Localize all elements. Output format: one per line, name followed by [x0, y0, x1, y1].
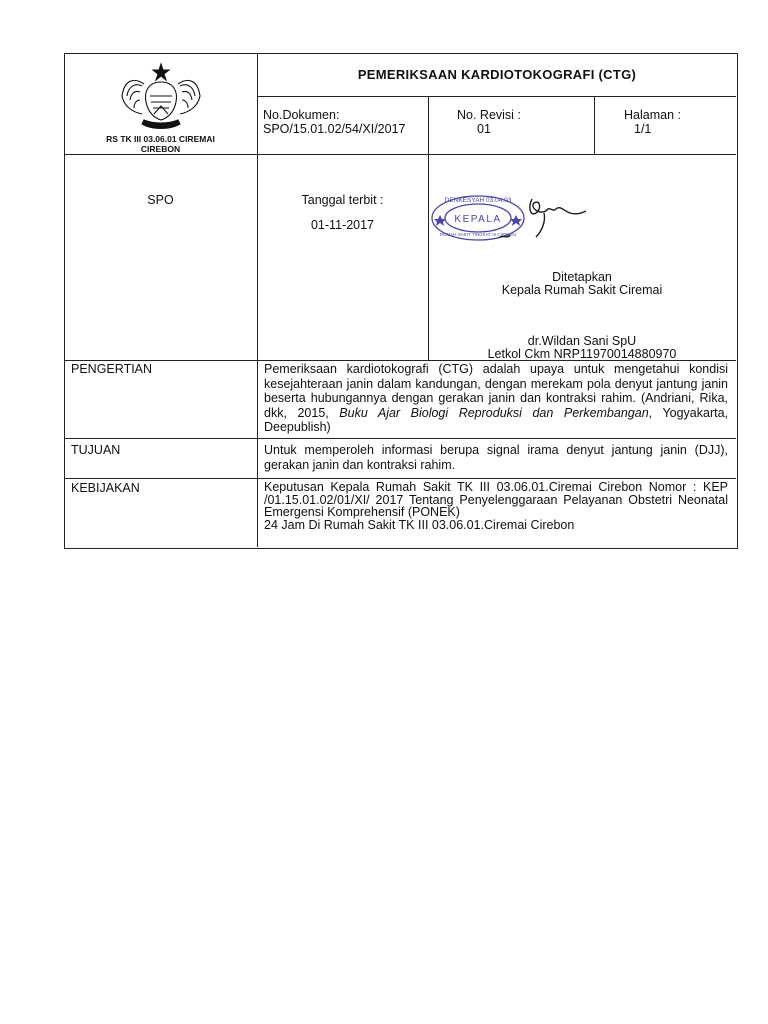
spo-label: SPO [147, 193, 174, 207]
page-label: Halaman : [624, 108, 681, 122]
pengertian-source: , Yogyakarta, Deepublish) [264, 405, 729, 434]
section-label-pengertian: PENGERTIAN [71, 362, 153, 376]
doc-number-value: SPO/15.01.02/54/XI/2017 [263, 122, 406, 136]
grid-line [257, 53, 258, 547]
grid-line [428, 96, 429, 360]
pengertian-book-title: Buku Ajar Biologi Reproduksi dan Perkembangan [339, 405, 649, 420]
grid-line [64, 154, 736, 155]
issue-date-value: 01-11-2017 [310, 218, 374, 232]
section-text-tujuan: Untuk memperoleh informasi berupa signal irama denyut jantung janin (DJJ), gerakan janin dan kontraksi rahim. [264, 443, 728, 472]
stamp-top-text: DENKESYAH 03.04.03 [444, 197, 512, 204]
signer-rank: Letkol Ckm NRP11970014880970 [487, 347, 677, 361]
doc-number-label: No.Dokumen: [263, 108, 340, 122]
stamp-bottom-text: RUMAH SAKIT TINGKAT III CIREMAI [440, 232, 516, 237]
revision-value: 01 [477, 122, 491, 136]
grid-line [64, 478, 736, 479]
pengertian-text: Pemeriksaan kardiotokografi (CTG) adalah upaya untuk mengetahui kondisi kesejahteraan janin dalam kandungan, dengan merekam pola denyut jantung janin beserta hubungannya dengan gerakan janin dan kontraksi rahim. (Andriani, Rika, dkk, 2015, [264, 362, 728, 420]
grid-line [257, 96, 736, 97]
section-text-kebijakan-line2: 24 Jam Di Rumah Sakit TK III 03.06.01.Ciremai Cirebon [264, 518, 575, 532]
established-by: Kepala Rumah Sakit Ciremai [501, 283, 663, 297]
grid-line [64, 438, 736, 439]
revision-label: No. Revisi : [457, 108, 521, 122]
section-text-pengertian [264, 362, 728, 435]
grid-line [594, 96, 595, 154]
official-stamp [430, 191, 590, 251]
stamp-center-text: KEPALA [454, 214, 502, 225]
institution-name: RS TK III 03.06.01 CIREMAI [106, 134, 215, 144]
hospital-emblem-logo [118, 62, 204, 134]
institution-city: CIREBON [140, 144, 181, 154]
section-label-tujuan: TUJUAN [71, 443, 121, 457]
page-value: 1/1 [634, 122, 652, 136]
issue-date-label: Tanggal terbit : [301, 193, 384, 207]
section-label-kebijakan: KEBIJAKAN [71, 481, 140, 495]
document-title: PEMERIKSAAN KARDIOTOKOGRAFI (CTG) [357, 67, 637, 82]
signer-name: dr.Wildan Sani SpU [527, 334, 637, 348]
section-text-kebijakan: Keputusan Kepala Rumah Sakit TK III 03.06.01.Ciremai Cirebon Nomor : KEP /01.15.01.02/01/XI/ 2017 Tentang Penyelenggaraan Pelayanan Obstetri Neonatal Emergensi Komprehensif (PONEK) [264, 480, 728, 519]
established-label: Ditetapkan [552, 270, 612, 284]
